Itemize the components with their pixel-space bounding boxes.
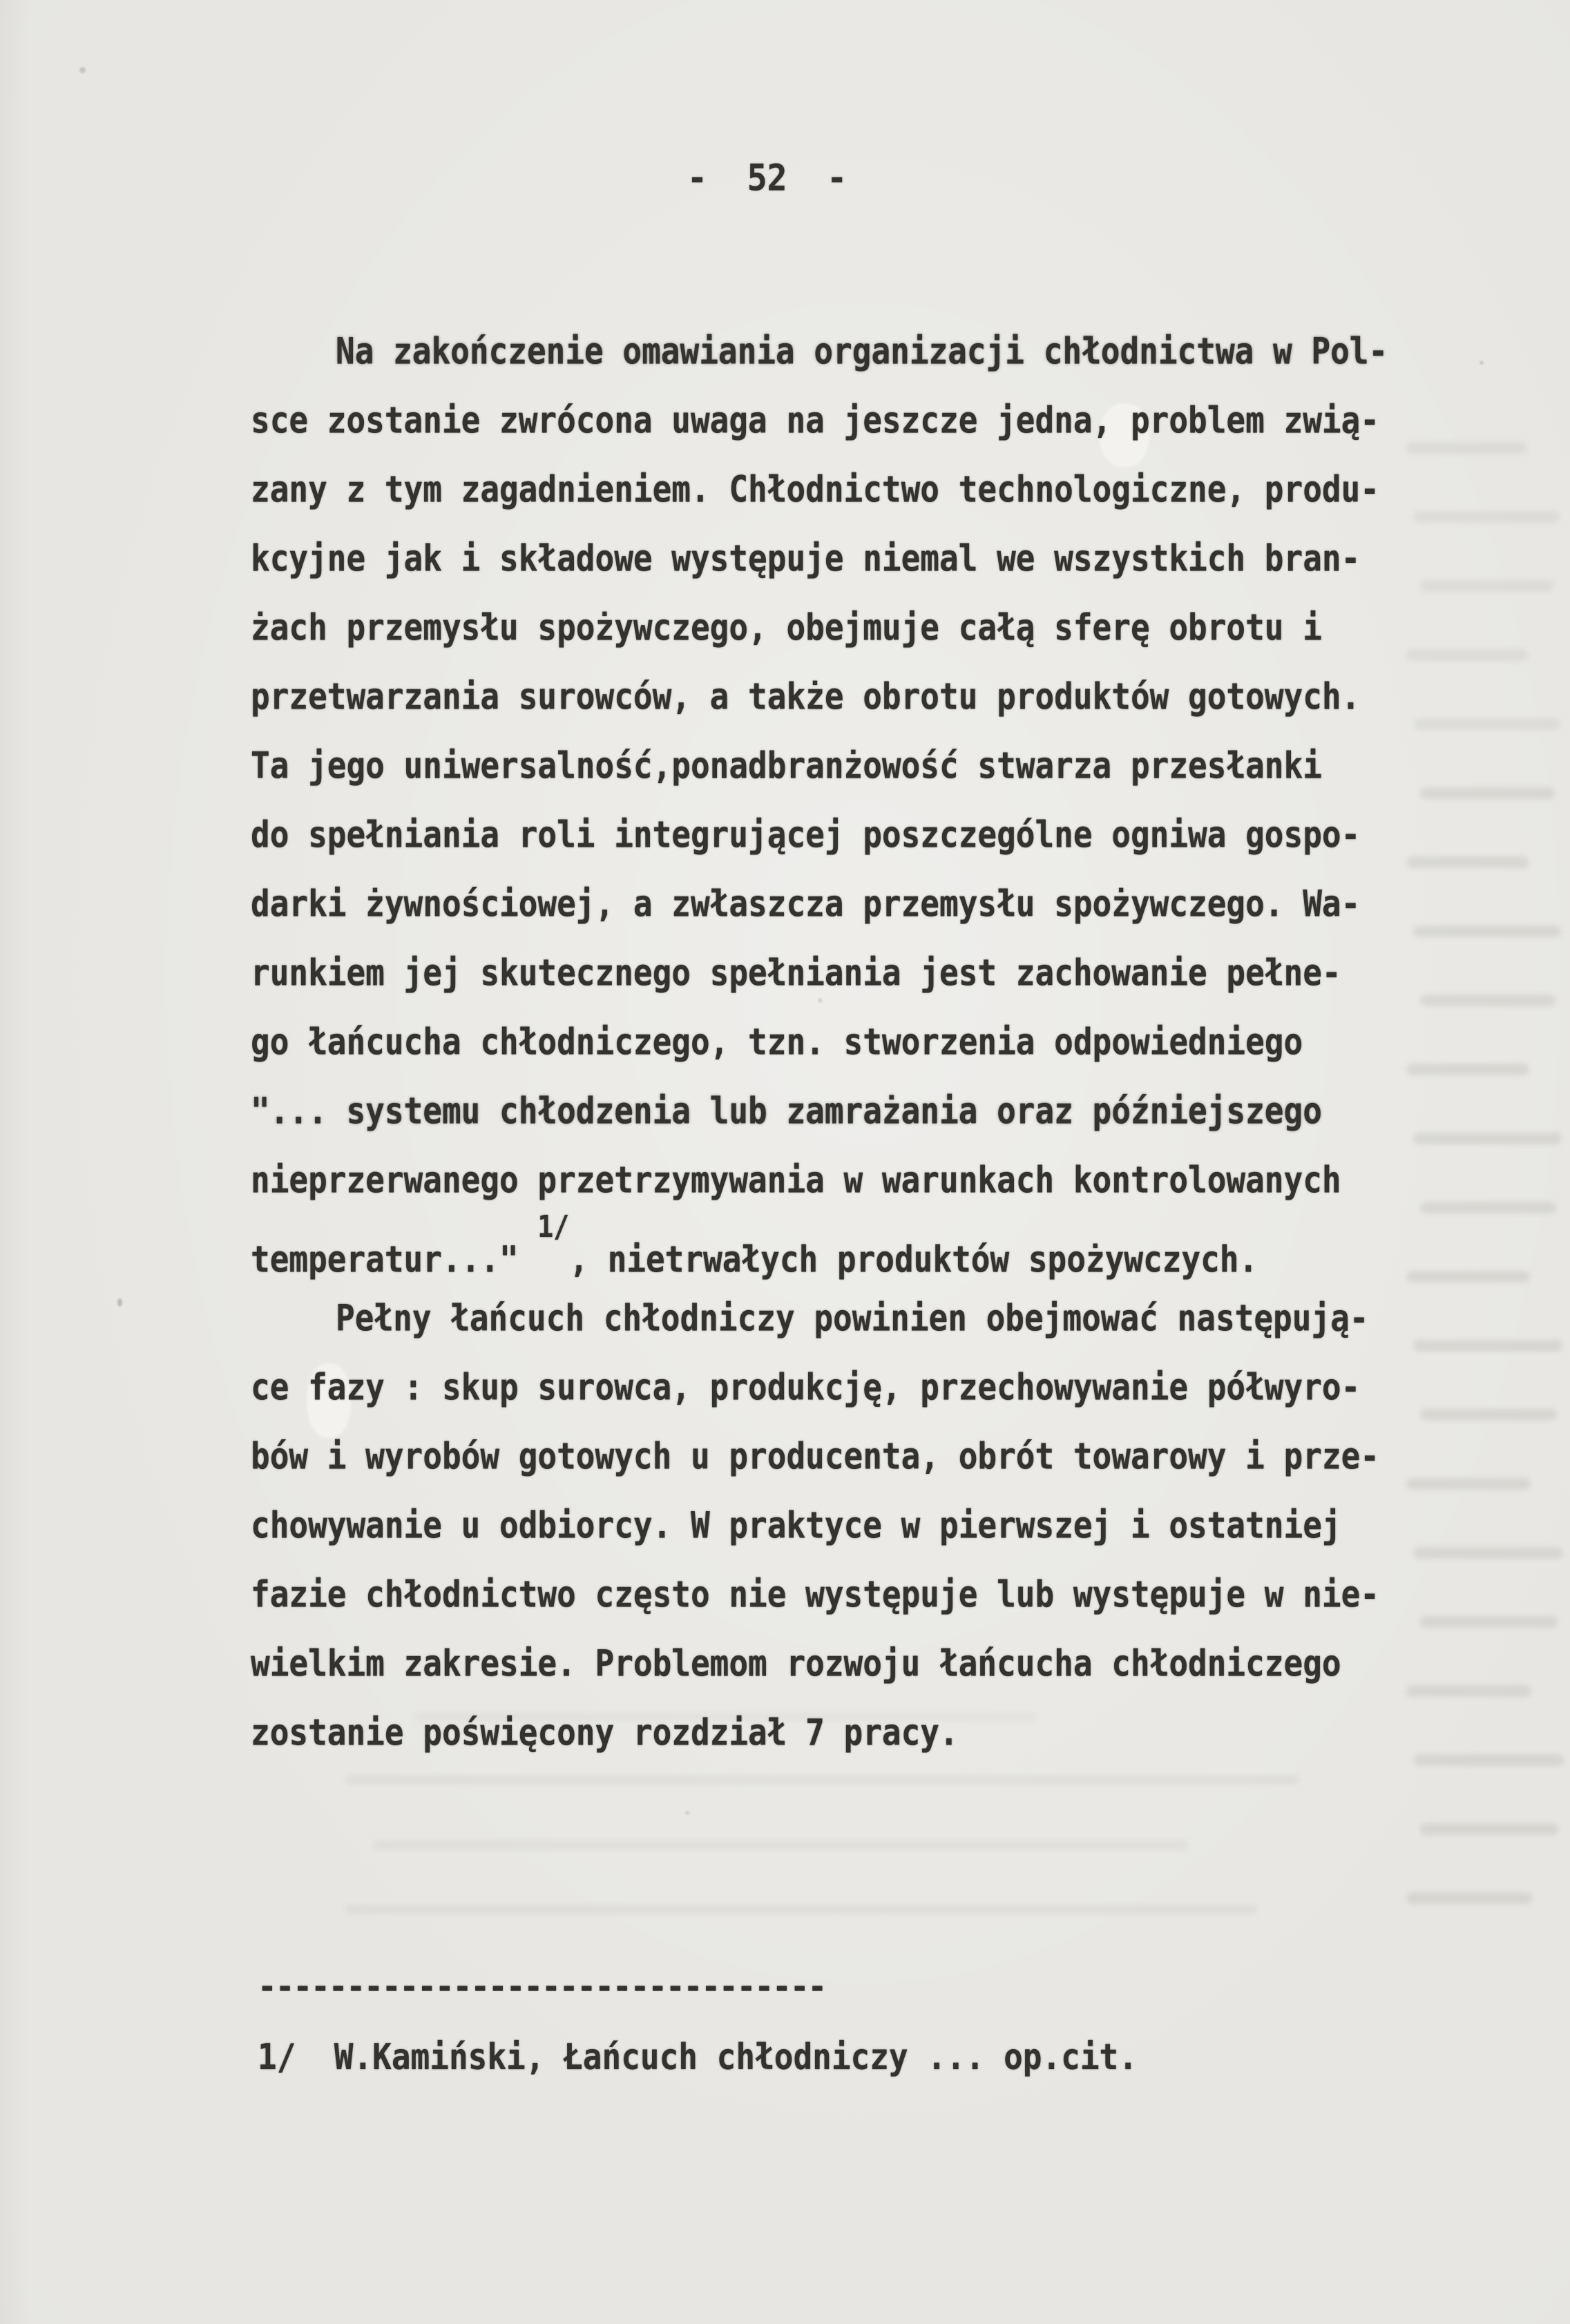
text-line: zostanie poświęcony rozdział 7 pracy.	[251, 1710, 959, 1754]
footnote-text: 1/ W.Kamiński, Łańcuch chłodniczy ... op.cit.	[258, 2035, 1138, 2078]
bleed-through-mark	[1420, 995, 1555, 1006]
paper-speck	[1480, 361, 1484, 365]
text-line: runkiem jej skutecznego spełniania jest zachowanie pełne-	[251, 950, 1341, 995]
text-line: żach przemysłu spożywczego, obejmuje całą sferę obrotu i	[251, 605, 1322, 649]
bleed-through-mark	[1413, 718, 1560, 730]
paper-speck	[79, 67, 86, 73]
page-number: - 52 -	[687, 157, 848, 200]
footnote-separator-rule: --------------------------------	[258, 1968, 826, 2005]
text-line: chowywanie u odbiorcy. W praktyce w pierwszej i ostatniej	[251, 1503, 1341, 1547]
bleed-through-mark	[373, 1841, 1188, 1850]
bleed-through-mark	[1413, 925, 1561, 937]
bleed-through-mark	[1420, 1616, 1558, 1628]
bleed-through-mark	[1420, 787, 1555, 799]
text-line: wielkim zakresie. Problemom rozwoju łańcucha chłodniczego	[251, 1641, 1341, 1685]
bleed-through-mark	[1420, 1409, 1557, 1421]
bleed-through-mark	[1406, 1892, 1532, 1904]
bleed-through-mark	[345, 1905, 1257, 1914]
text-line: bów i wyrobów gotowych u producenta, obrót towarowy i prze-	[251, 1434, 1379, 1478]
text-line: Ta jego uniwersalność,ponadbranżowość stwarza przesłanki	[251, 743, 1322, 787]
footnote-reference-superscript: 1/	[537, 1209, 570, 1245]
bleed-through-mark	[1420, 580, 1554, 592]
text-line-with-footnote-ref	[251, 1209, 1425, 1289]
text-line: przetwarzania surowców, a także obrotu produktów gotowych.	[251, 674, 1361, 718]
bleed-through-mark	[345, 1775, 1299, 1785]
text-line: sce zostanie zwrócona uwaga na jeszcze jedna, problem zwią-	[251, 398, 1379, 442]
bleed-through-mark	[1420, 1202, 1556, 1213]
bleed-through-mark	[1413, 1547, 1563, 1559]
text-line: kcyjne jak i składowe występuje niemal we wszystkich bran-	[251, 536, 1361, 580]
bleed-through-mark	[1413, 1754, 1564, 1766]
text-line: fazie chłodnictwo często nie występuje lub występuje w nie-	[251, 1572, 1379, 1616]
text-line: nieprzerwanego przetrzymywania w warunkach kontrolowanych	[251, 1158, 1341, 1202]
text-line: "... systemu chłodzenia lub zamrażania oraz późniejszego	[251, 1088, 1322, 1133]
paper-speck	[117, 1298, 122, 1307]
text-line: darki żywnościowej, a zwłaszcza przemysłu spożywczego. Wa-	[251, 881, 1361, 925]
bleed-through-mark	[1420, 1823, 1558, 1835]
text-line: do spełniania roli integrującej poszczególne ogniwa gospo-	[251, 812, 1361, 856]
bleed-through-mark	[1413, 1340, 1562, 1352]
body-text	[251, 316, 1425, 1767]
text-line: go łańcucha chłodniczego, tzn. stworzenia odpowiedniego	[251, 1019, 1303, 1064]
bleed-through-mark	[1406, 1685, 1531, 1697]
text-line: ce fazy : skup surowca, produkcję, przechowywanie półwyro-	[251, 1365, 1361, 1409]
text-line: Pełny łańcuch chłodniczy powinien obejmować następują-	[336, 1296, 1369, 1340]
bleed-through-mark	[1406, 1478, 1531, 1490]
bleed-through-mark	[1413, 511, 1560, 523]
bleed-through-mark	[1413, 1133, 1562, 1144]
text-line: zany z tym zagadnieniem. Chłodnictwo technologiczne, produ-	[251, 467, 1379, 511]
text-line: Na zakończenie omawiania organizacji chłodnictwa w Pol-	[336, 329, 1388, 373]
paper-speck	[685, 1811, 689, 1815]
text-segment: temperatur..."	[251, 1238, 538, 1281]
text-segment: , nietrwałych produktów spożywczych.	[569, 1238, 1258, 1281]
